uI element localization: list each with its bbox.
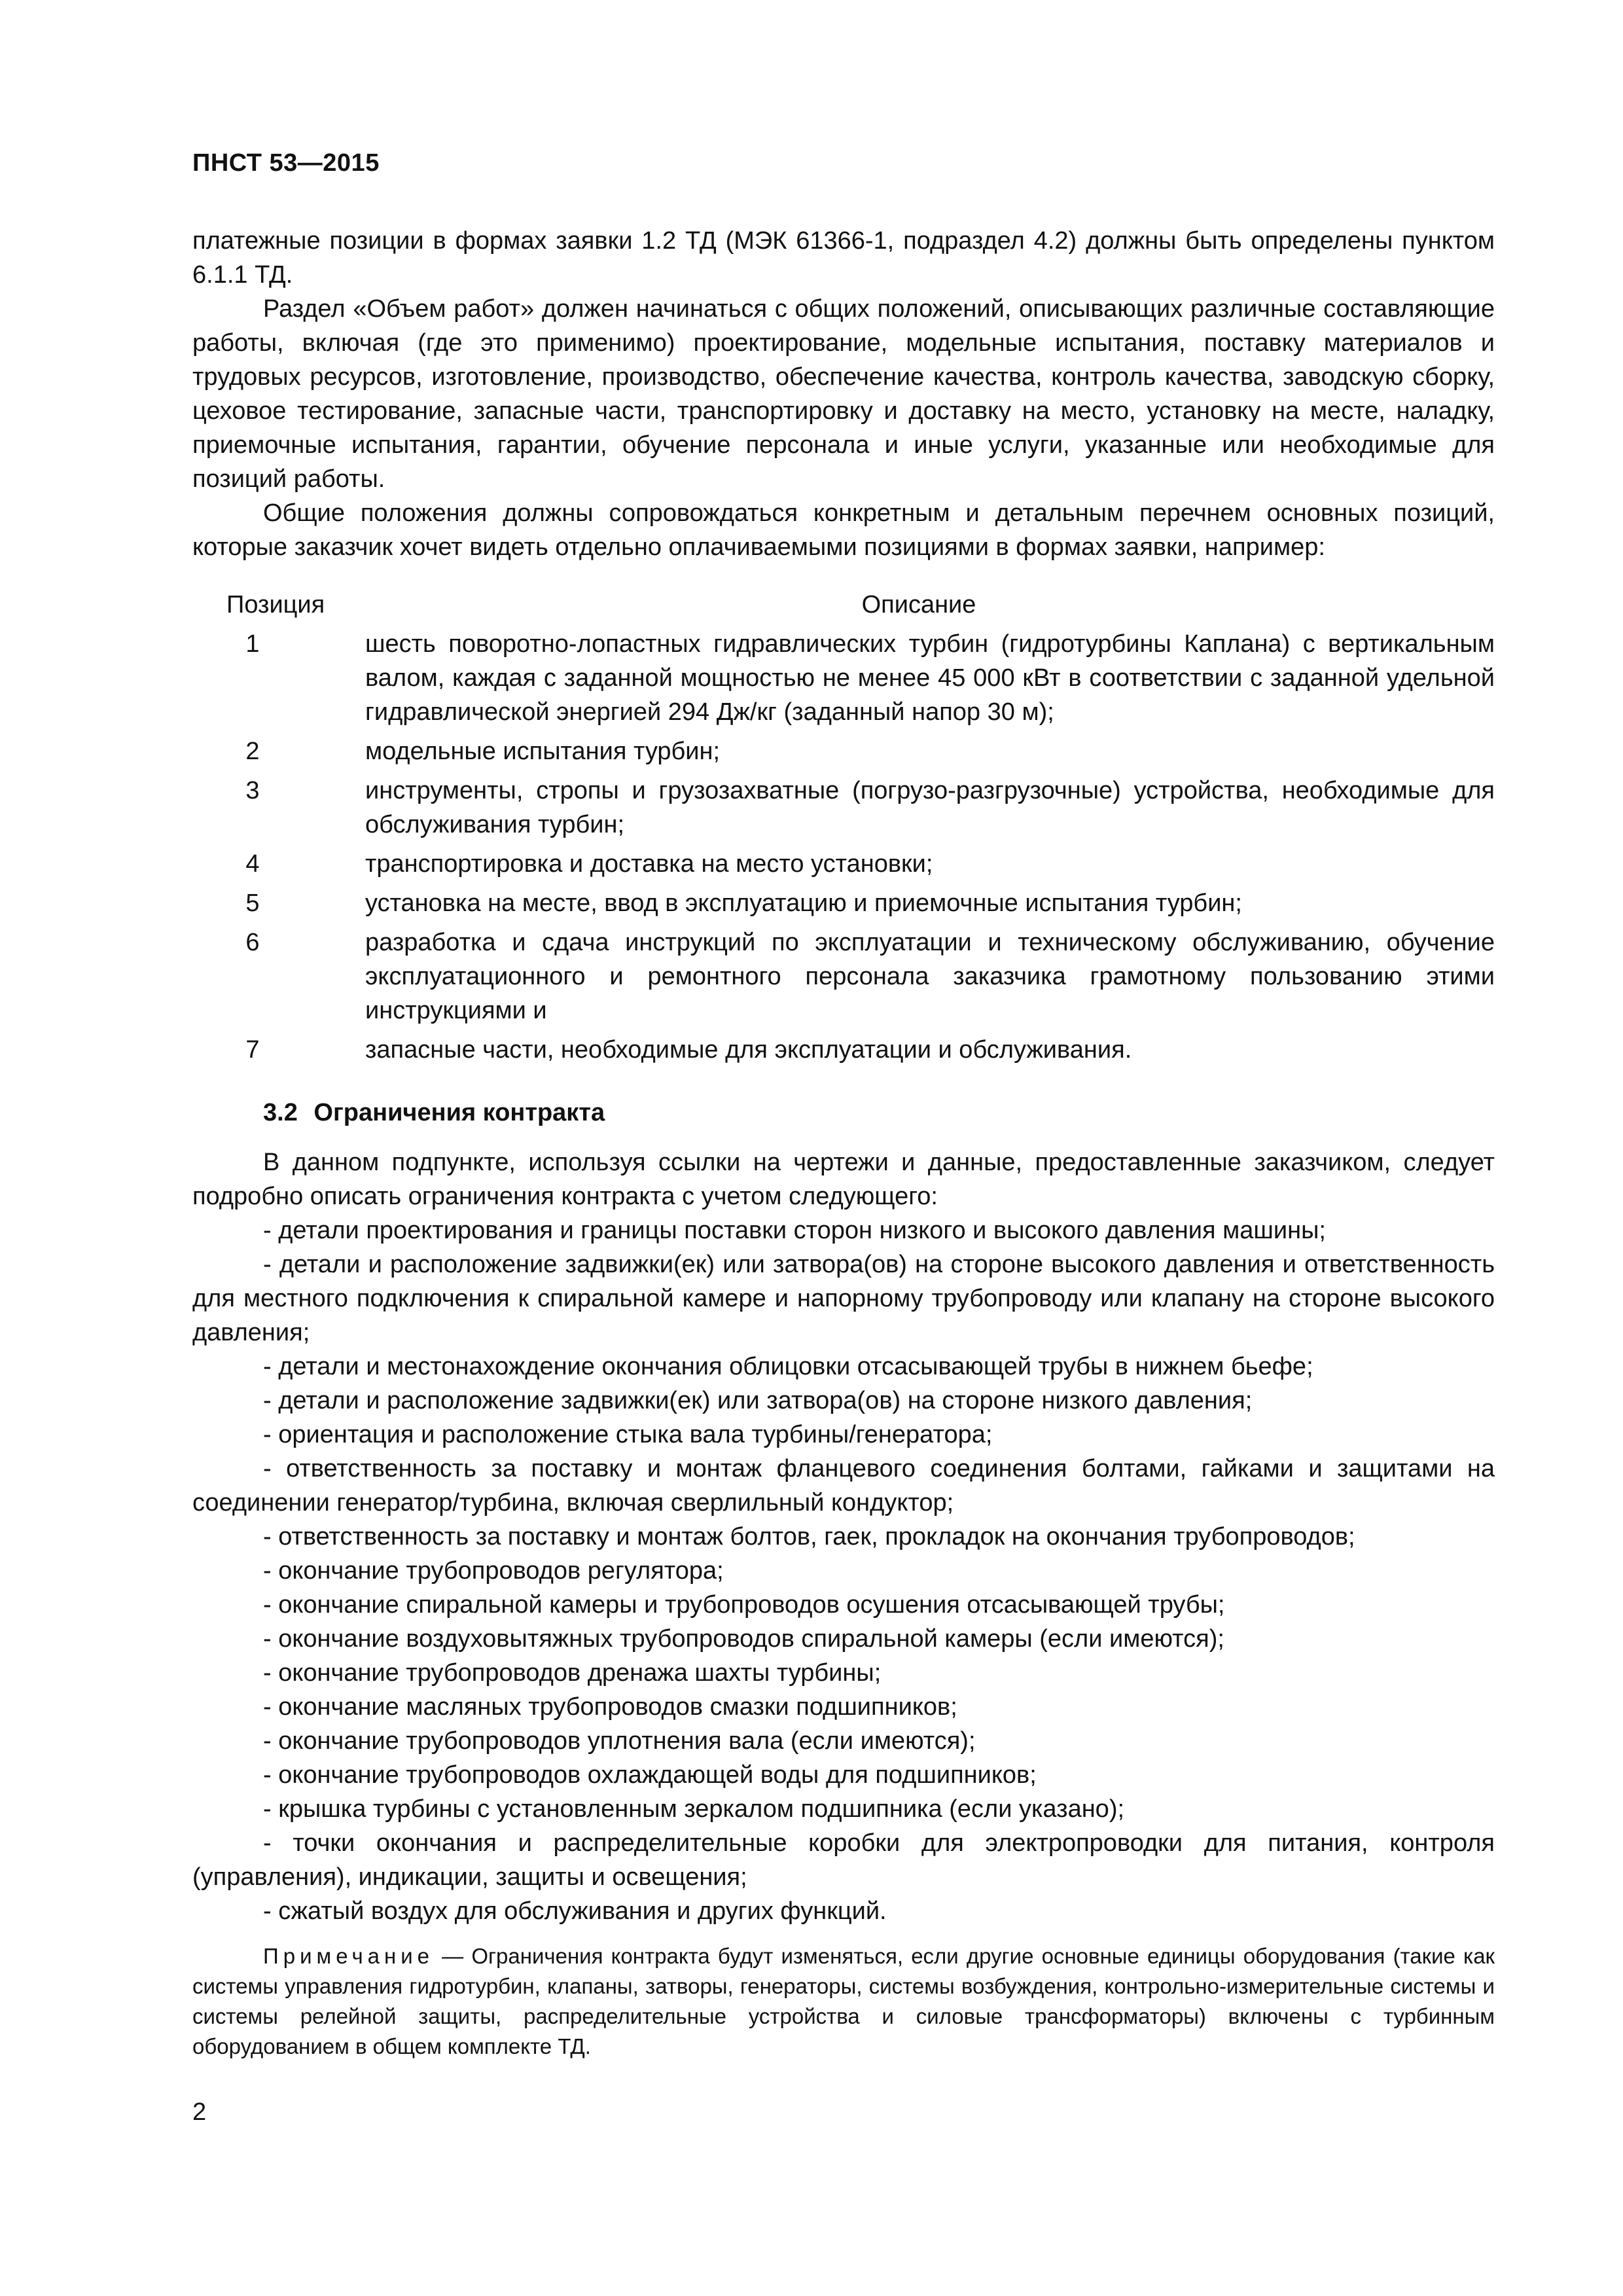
note-text: — Ограничения контракта будут изменяться, если другие основные единицы оборудования (такие как системы управления гидротурбин, клапаны, затворы, генераторы, системы возбуждения, контрольно-измерительные системы и системы релейной защиты, распределительные устройства и силовые трансформаторы) включены с турбинным оборудованием в общем комплекте ТД. <box>192 1944 1495 2058</box>
list-item: - ответственность за поставку и монтаж фланцевого соединения болтами, гайками и защитами на соединении генератор/турбина, включая сверлильный кондуктор; <box>192 1455 1495 1516</box>
list-item: - детали проектирования и границы поставки сторон низкого и высокого давления машины; <box>263 1217 1326 1244</box>
table-cell-position: 6 <box>245 929 260 956</box>
list-item: - окончание трубопроводов дренажа шахты турбины; <box>263 1659 882 1687</box>
table-header-description: Описание <box>861 591 976 619</box>
table-cell-position: 2 <box>245 738 260 765</box>
paragraph-continuation: платежные позиции в формах заявки 1.2 ТД (МЭК 61366-1, подраздел 4.2) должны быть определены пунктом 6.1.1 ТД. <box>192 227 1495 289</box>
list-item: - детали и расположение задвижки(ек) или затвора(ов) на стороне низкого давления; <box>263 1387 1253 1414</box>
table-header-row <box>192 588 1495 622</box>
table-cell-description: разработка и сдача инструкций по эксплуатации и техническому обслуживанию, обучение эксплуатационного и ремонтного персонала заказчика грамотному пользованию этими инструкциями и <box>365 929 1495 1024</box>
table-row <box>192 627 1495 729</box>
table-cell-position: 1 <box>245 630 260 658</box>
list-item: - ориентация и расположение стыка вала турбины/генератора; <box>263 1421 993 1448</box>
section-intro: В данном подпункте, используя ссылки на чертежи и данные, предоставленные заказчиком, следует подробно описать ограничения контракта с учетом следующего: <box>192 1149 1495 1210</box>
table-cell-description: запасные части, необходимые для эксплуатации и обслуживания. <box>365 1036 1132 1064</box>
table-header-position: Позиция <box>226 591 325 619</box>
paragraph-general-provisions: Общие положения должны сопровождаться конкретным и детальным перечнем основных позиций, которые заказчик хочет видеть отдельно оплачиваемыми позициями в формах заявки, например: <box>192 499 1495 561</box>
section-title: Ограничения контракта <box>313 1099 605 1126</box>
list-item: - окончание трубопроводов уплотнения вала (если имеются); <box>263 1727 976 1755</box>
list-item: - окончание трубопроводов охлаждающей воды для подшипников; <box>263 1761 1037 1789</box>
section-bullet-list <box>192 1213 1495 1928</box>
list-item: - ответственность за поставку и монтаж болтов, гаек, прокладок на окончания трубопроводов; <box>263 1523 1355 1551</box>
positions-table <box>192 588 1495 1067</box>
paragraph-scope-of-work: Раздел «Объем работ» должен начинаться с общих положений, описывающих различные составляющие работы, включая (где это применимо) проектирование, модельные испытания, поставку материалов и трудовых ресурсов, изготовление, производство, обеспечение качества, контроль качества, заводскую сборку, цеховое тестирование, запасные части, транспортировку и доставку на место, установку на месте, наладку, приемочные испытания, гарантии, обучение персонала и иные услуги, указанные или необходимые для позиций работы. <box>192 295 1495 493</box>
note-label: Примечание <box>263 1944 435 1968</box>
section-number: 3.2 <box>263 1099 298 1126</box>
table-cell-description: шесть поворотно-лопастных гидравлических турбин (гидротурбины Каплана) с вертикальным валом, каждая с заданной мощностью не менее 45 000 кВт в соответствии с заданной удельной гидравлической энергией 294 Дж/кг (заданный напор 30 м); <box>365 630 1495 726</box>
table-cell-description: установка на месте, ввод в эксплуатацию и приемочные испытания турбин; <box>365 889 1242 917</box>
page-number: 2 <box>192 2098 207 2126</box>
table-cell-description: инструменты, стропы и грузозахватные (погрузо-разгрузочные) устройства, необходимые для обслуживания турбин; <box>365 777 1495 838</box>
table-row <box>192 925 1495 1028</box>
table-row <box>192 1033 1495 1067</box>
list-item: - детали и местонахождение окончания облицовки отсасывающей трубы в нижнем бьефе; <box>263 1353 1313 1380</box>
list-item: - окончание воздуховытяжных трубопроводов спиральной камеры (если имеются); <box>263 1625 1224 1653</box>
table-cell-description: модельные испытания турбин; <box>365 738 721 765</box>
page-content <box>192 224 1495 2083</box>
section-heading <box>192 1096 1495 1130</box>
table-row <box>192 847 1495 881</box>
list-item: - точки окончания и распределительные коробки для электропроводки для питания, контроля (управления), индикации, защиты и освещения; <box>192 1829 1495 1891</box>
note <box>192 1941 1495 2062</box>
list-item: - крышка турбины с установленным зеркалом подшипника (если указано); <box>263 1795 1125 1823</box>
document-code: ПНСТ 53—2015 <box>192 149 380 177</box>
table-row <box>192 774 1495 842</box>
list-item: - сжатый воздух для обслуживания и других функций. <box>263 1897 887 1925</box>
list-item: - детали и расположение задвижки(ек) или затвора(ов) на стороне высокого давления и ответственность для местного подключения к спиральной камере и напорному трубопроводу или клапану на стороне высокого давления; <box>192 1251 1495 1346</box>
list-item: - окончание масляных трубопроводов смазки подшипников; <box>263 1693 957 1721</box>
list-item: - окончание спиральной камеры и трубопроводов осушения отсасывающей трубы; <box>263 1591 1225 1619</box>
table-row <box>192 886 1495 920</box>
list-item: - окончание трубопроводов регулятора; <box>263 1557 724 1585</box>
table-row <box>192 734 1495 768</box>
table-cell-position: 4 <box>245 850 260 878</box>
table-cell-position: 7 <box>245 1036 260 1064</box>
table-cell-description: транспортировка и доставка на место установки; <box>365 850 933 878</box>
table-cell-position: 3 <box>245 777 260 804</box>
table-cell-position: 5 <box>245 889 260 917</box>
